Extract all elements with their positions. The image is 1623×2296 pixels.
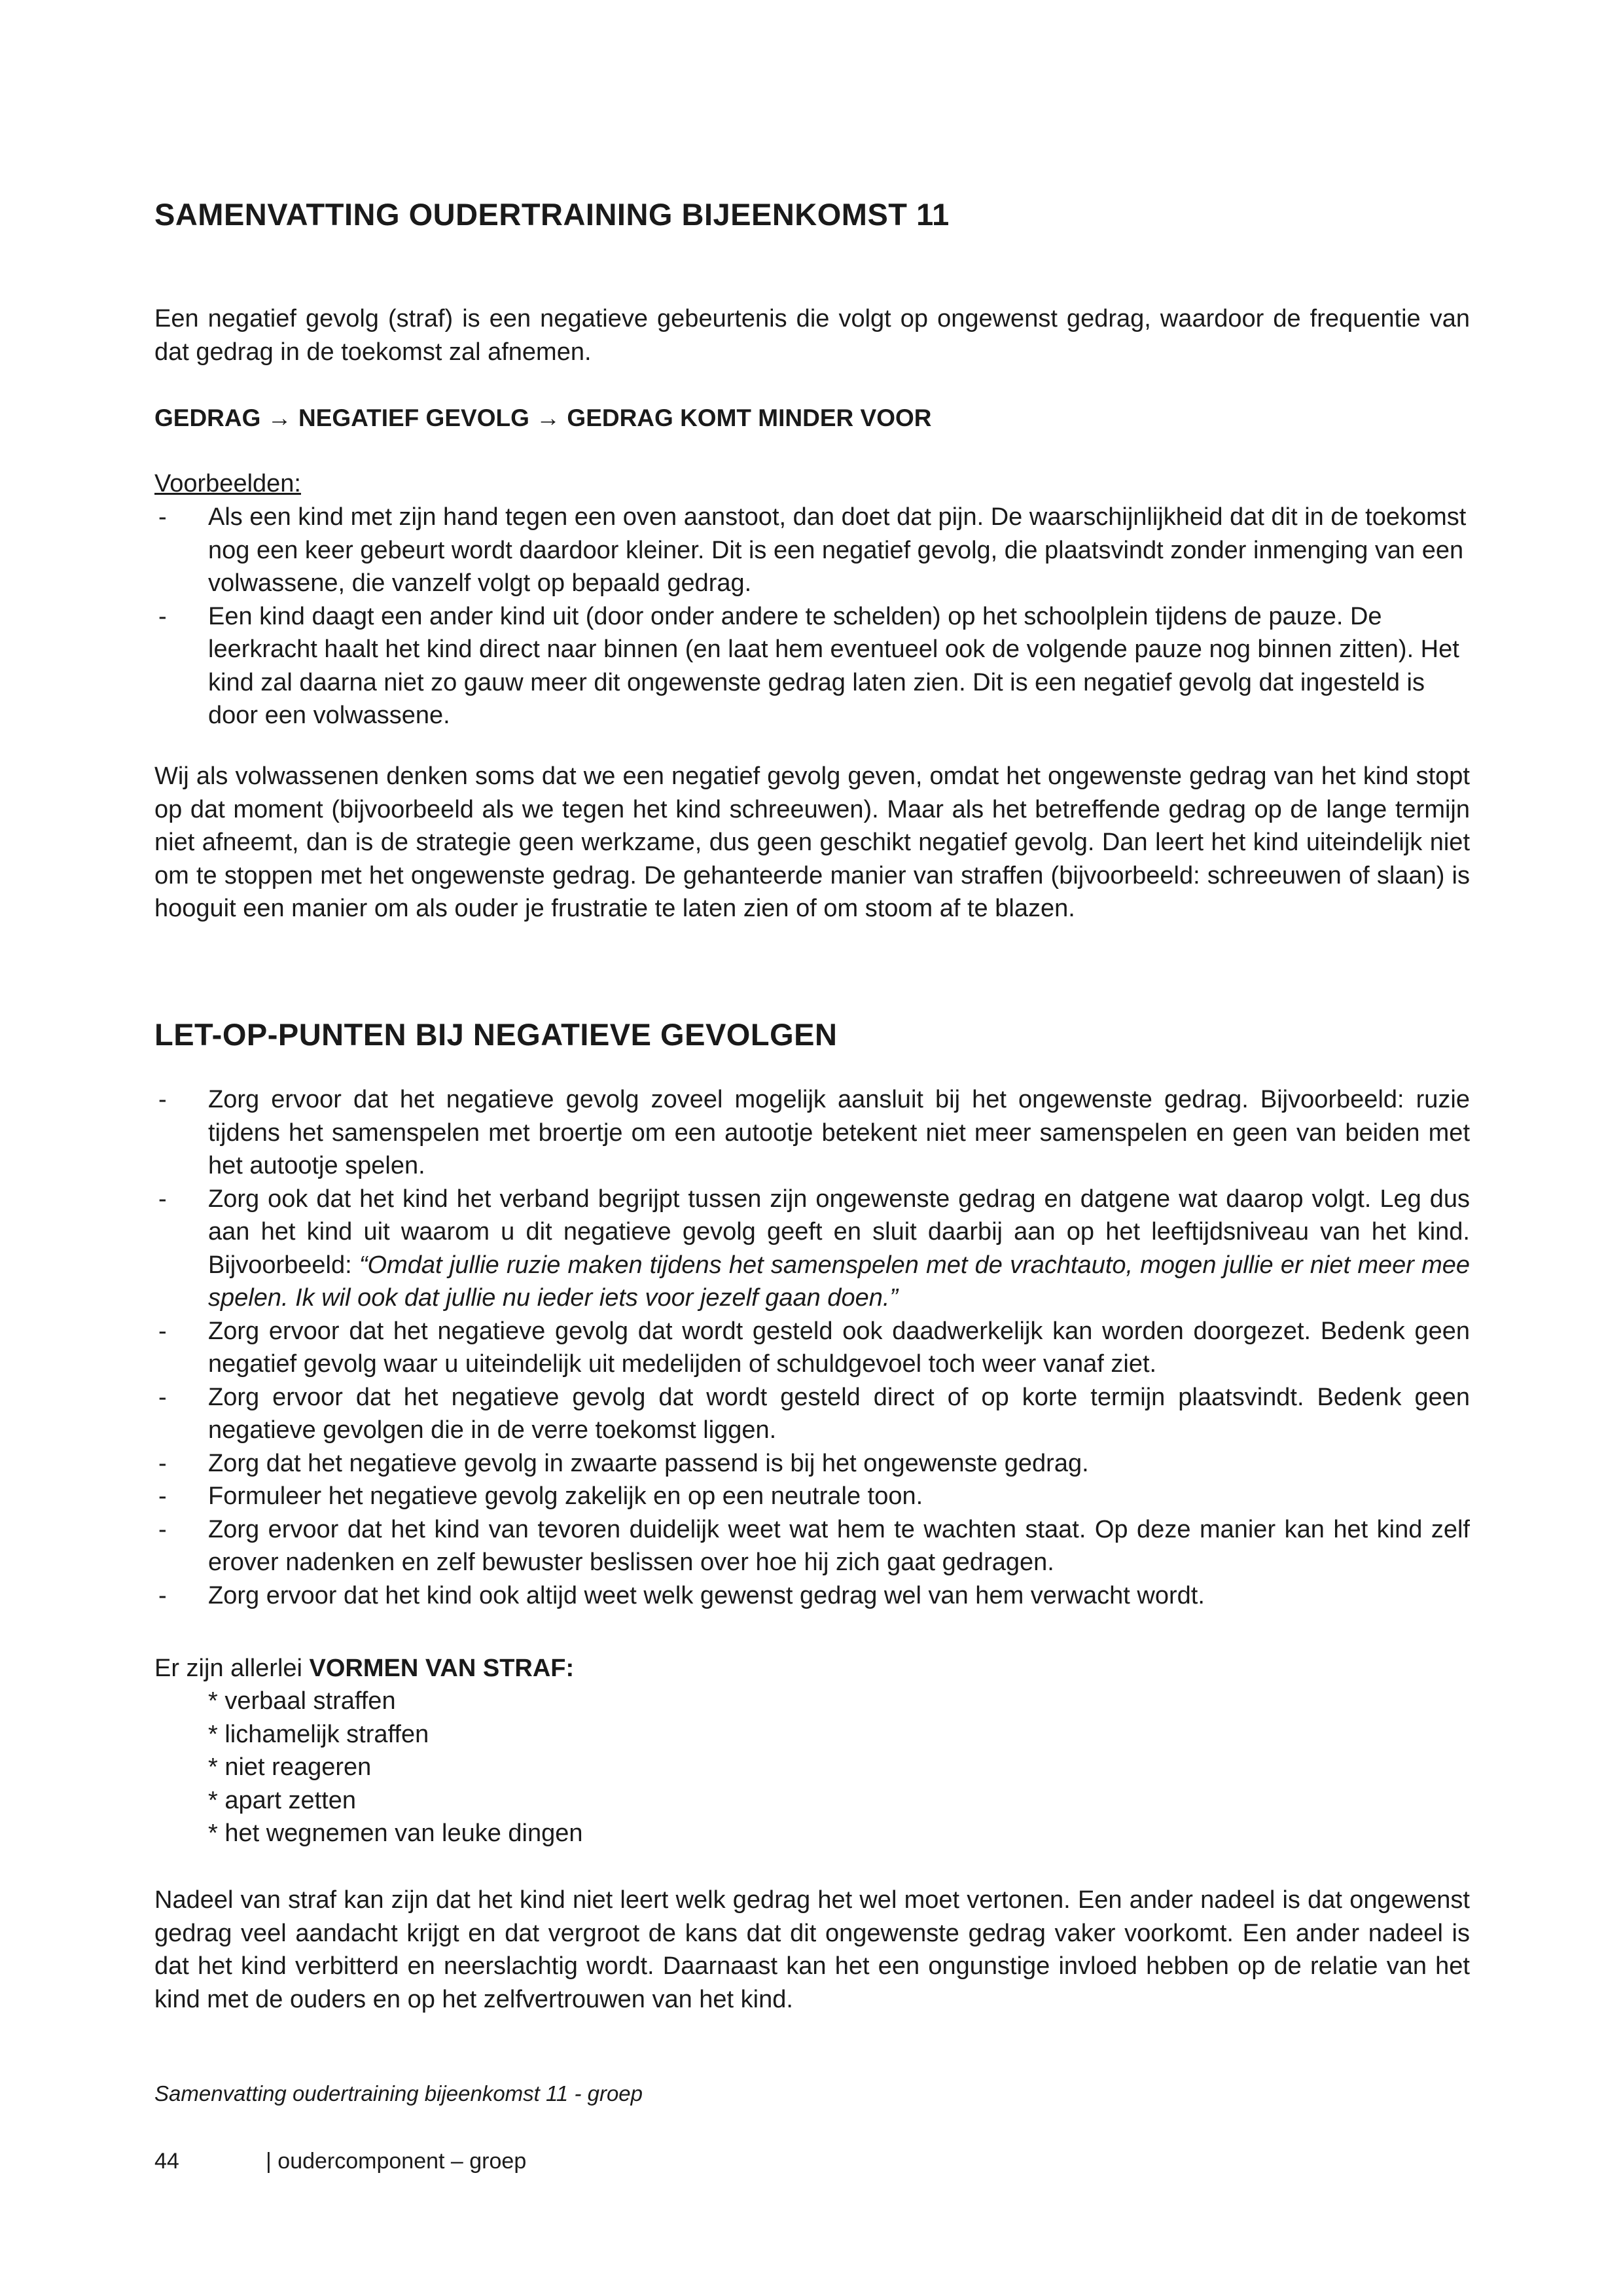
list-item: * verbaal straffen [208, 1687, 396, 1715]
point-text: Zorg ervoor dat het negatieve gevolg dat wordt gesteld ook daadwerkelijk kan worden doorgezet. Bedenk geen negatief gevolg waar u uiteindelijk uit medelijden of schuldgevoel toch weer vanaf ziet. [208, 1317, 1470, 1378]
dash-bullet: - [158, 1515, 167, 1543]
point-text: Zorg ook dat het kind het verband begrijpt tussen zijn ongewenste gedrag en datgene wat daarop volgt. Leg dus aan het kind uit waarom u dit negatieve gevolg geeft en sluit daarbij aan op het leeftijdsniveau van het kind. Bijvoorbeeld: [208, 1185, 1470, 1279]
dash-bullet: - [158, 1449, 167, 1477]
dash-bullet: - [158, 1581, 167, 1609]
point-text: Zorg ervoor dat het negatieve gevolg dat wordt gesteld direct of op korte termijn plaatsvindt. Bedenk geen negatieve gevolgen die in de verre toekomst liggen. [208, 1383, 1470, 1444]
dash-bullet: - [158, 1482, 167, 1510]
dash-bullet: - [158, 1086, 167, 1113]
section-title: LET-OP-PUNTEN BIJ NEGATIEVE GEVOLGEN [154, 1017, 838, 1052]
point-text: Zorg ervoor dat het kind ook altijd weet welk gewenst gedrag wel van hem verwacht wordt. [208, 1581, 1205, 1609]
point-text: Zorg ervoor dat het kind van tevoren duidelijk weet wat hem te wachten staat. Op deze manier kan het kind zelf erover nadenken en zelf bewuster beslissen over hoe hij zich gaat gedragen. [208, 1515, 1470, 1576]
dash-bullet: - [158, 503, 167, 531]
point-text: Zorg ervoor dat het negatieve gevolg zoveel mogelijk aansluit bij het ongewenste gedrag. Bijvoorbeeld: ruzie tijdens het samenspelen met broertje om een autootje betekent niet meer samenspelen en geen van beiden met het autootje spelen. [208, 1086, 1470, 1179]
point-text: Formuleer het negatieve gevolg zakelijk en op een neutrale toon. [208, 1482, 923, 1510]
drawback-paragraph: Nadeel van straf kan zijn dat het kind niet leert welk gedrag het wel moet vertonen. Een ander nadeel is dat ongewenst gedrag veel aandacht krijgt en dat vergroot de kans dat dit ongewenste gedrag vaker voorkomt. Een ander nadeel is dat het kind verbitterd en neerslachtig wordt. Daarnaast kan het een ongunstige invloed hebben op de relatie van het kind met de ouders en op het zelfvertrouwen van het kind. [154, 1886, 1470, 2013]
list-item [154, 501, 1470, 600]
example-quote: “Omdat jullie ruzie maken tijdens het samenspelen met de vrachtauto, mogen jullie er niet meer mee spelen. Ik wil ook dat jullie nu ieder iets voor jezelf gaan doen.” [208, 1251, 1471, 1312]
dash-bullet: - [158, 1185, 167, 1213]
punishment-forms-list [208, 1685, 583, 1850]
list-item [154, 1579, 1470, 1613]
list-item [154, 1183, 1470, 1315]
list-item: * apart zetten [208, 1786, 357, 1814]
footer-section: | oudercomponent – groep [266, 2149, 527, 2174]
list-item [154, 1381, 1470, 1447]
example-text: Als een kind met zijn hand tegen een oven aanstoot, dan doet dat pijn. De waarschijnlijkheid dat dit in de toekomst nog een keer gebeurt wordt daardoor kleiner. Dit is een negatief gevolg, die plaatsvindt zonder inmenging van een volwassene, die vanzelf volgt op bepaald gedrag. [208, 503, 1467, 597]
list-item [154, 1480, 1470, 1513]
attention-points-list [154, 1083, 1470, 1612]
adults-paragraph: Wij als volwassenen denken soms dat we een negatief gevolg geven, omdat het ongewenste gedrag van het kind stopt op dat moment (bijvoorbeeld als we tegen het kind schreeuwen). Maar als het betreffende gedrag op de lange termijn niet afneemt, dan is de strategie geen werkzame, dus geen geschikt negatief gevolg. Dan leert het kind uiteindelijk niet om te stoppen met het ongewenste gedrag. De gehanteerde manier van straffen (bijvoorbeeld: schreeuwen of slaan) is hooguit een manier om als ouder je frustratie te laten zien of om stoom af te blazen. [154, 762, 1470, 922]
point-text: Zorg dat het negatieve gevolg in zwaarte passend is bij het ongewenste gedrag. [208, 1449, 1089, 1477]
forms-intro-text: Er zijn allerlei [154, 1655, 310, 1682]
example-text: Een kind daagt een ander kind uit (door onder andere te schelden) op het schoolplein tijdens de pauze. De leerkracht haalt het kind direct naar binnen (en laat hem eventueel ook de volgende pauze nog binnen zitten). Het kind zal daarna niet zo gauw meer dit ongewenste gedrag laten zien. Dit is een negatief gevolg dat ingesteld is door een volwassene. [208, 602, 1459, 729]
examples-list [154, 501, 1470, 732]
list-item: * niet reageren [208, 1753, 372, 1781]
list-item: * het wegnemen van leuke dingen [208, 1820, 583, 1847]
list-item [154, 600, 1470, 732]
dash-bullet: - [158, 1317, 167, 1345]
page-title: SAMENVATTING OUDERTRAINING BIJEENKOMST 11 [154, 197, 950, 232]
punishment-forms-intro [154, 1652, 574, 1685]
dash-bullet: - [158, 602, 167, 630]
behavior-formula: GEDRAG → NEGATIEF GEVOLG → GEDRAG KOMT MINDER VOOR [154, 404, 932, 431]
forms-intro-bold: VORMEN VAN STRAF: [309, 1655, 575, 1682]
list-item [154, 1315, 1470, 1381]
list-item [154, 1513, 1470, 1579]
intro-paragraph: Een negatief gevolg (straf) is een negatieve gebeurtenis die volgt op ongewenst gedrag, waardoor de frequentie van dat gedrag in de toekomst zal afnemen. [154, 305, 1470, 366]
list-item [154, 1083, 1470, 1183]
footer-caption: Samenvatting oudertraining bijeenkomst 11 - groep [154, 2081, 643, 2106]
list-item: * lichamelijk straffen [208, 1720, 429, 1748]
page-number: 44 [154, 2149, 179, 2174]
examples-label: Voorbeelden: [154, 470, 301, 497]
list-item [154, 1447, 1470, 1480]
dash-bullet: - [158, 1383, 167, 1411]
